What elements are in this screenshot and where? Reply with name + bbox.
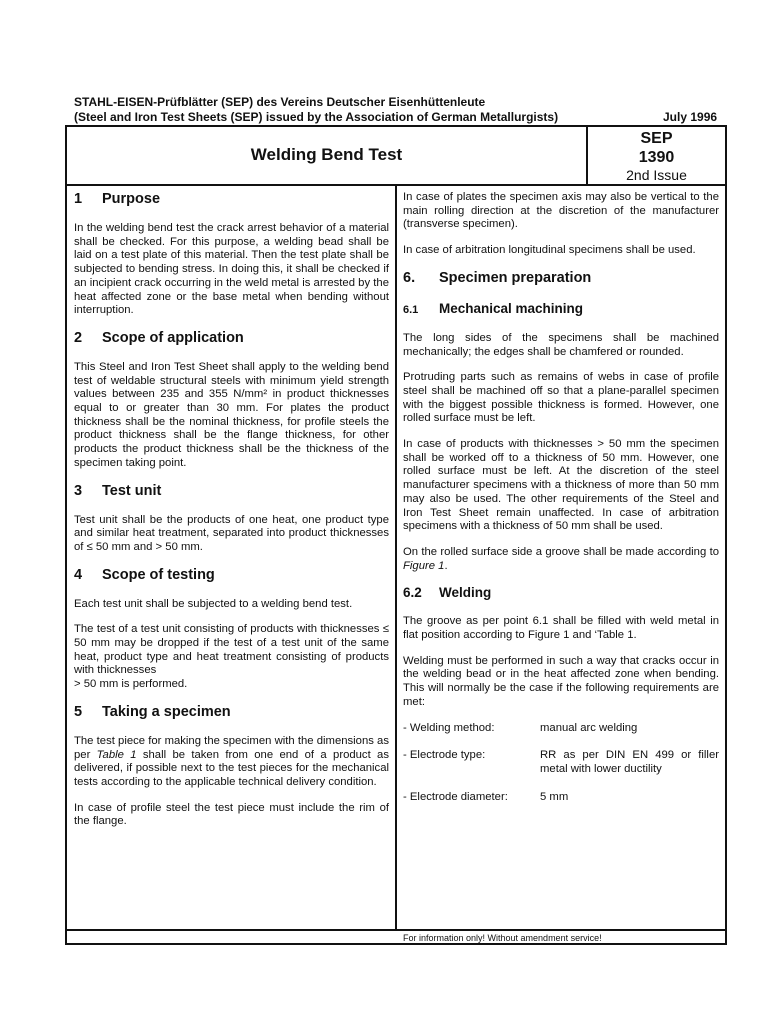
sep-issue: 2nd Issue bbox=[626, 167, 687, 183]
text-line: The test of a test unit consisting of products with thicknesses ≤ 50 mm may be dropped if the test of a test unit of the same heat, product type and heat treatment consisting of products with thicknesses bbox=[74, 623, 389, 677]
section-3-heading bbox=[74, 483, 389, 500]
text: On the rolled surface side a groove shall be made according to bbox=[403, 545, 719, 558]
document-frame bbox=[65, 125, 727, 945]
requirement-label: - Electrode type: bbox=[403, 749, 486, 762]
paragraph: Each test unit shall be subjected to a welding bend test. bbox=[74, 597, 353, 610]
requirement-value: RR as per DIN EN 499 or filler metal with lower ductility bbox=[540, 749, 719, 775]
paragraph bbox=[74, 735, 389, 790]
section-number: 6. bbox=[403, 269, 416, 286]
paragraph bbox=[403, 546, 719, 573]
paragraph bbox=[74, 623, 389, 692]
section-number: 4 bbox=[74, 566, 83, 583]
section-title: Scope of application bbox=[102, 329, 244, 346]
text: The test piece for making the specimen with the dimensions as per bbox=[74, 734, 389, 761]
paragraph: Welding must be performed in such a way that cracks occur in the welding bead or in the heat affected zone when bending. This will normally be the case if the following requirements are met: bbox=[403, 654, 719, 708]
section-6-1-heading bbox=[403, 301, 719, 318]
subsection-number: 6.1 bbox=[403, 303, 419, 316]
paragraph: Protruding parts such as remains of webs in case of profile steel shall be machined off so that a plane-parallel specimen with the biggest possible thickness is formed. However, one rolled surface must be left. bbox=[403, 371, 719, 425]
paragraph: In case of plates the specimen axis may also be vertical to the main rolling direction at the discretion of the manufacturer (transverse specimen). bbox=[403, 191, 719, 231]
section-title: Taking a specimen bbox=[102, 703, 231, 720]
bottom-rule bbox=[67, 929, 725, 931]
section-number: 5 bbox=[74, 703, 83, 720]
section-4-heading bbox=[74, 567, 389, 584]
section-2-heading bbox=[74, 330, 389, 347]
subsection-title: Mechanical machining bbox=[439, 300, 584, 316]
text: shall be taken from one end of a product as delivered, if possible next to the test pieces for the mechanical tests according to the applicable technical delivery condition. bbox=[74, 748, 389, 788]
requirement-value: manual arc welding bbox=[540, 721, 638, 734]
table-reference: Table 1 bbox=[96, 748, 137, 761]
document-title: Welding Bend Test bbox=[250, 145, 403, 164]
paragraph: In the welding bend test the crack arrest behavior of a material shall be checked. For this purpose, a welding bead shall be laid on a test plate of this material. Then the test plate shall be subjected to bending stress. In doing this, it shall be checked if an incipient crack occurring in the weld metal is arrested by the heat affected zone or the base metal when bending without interruption. bbox=[74, 222, 389, 317]
section-5-heading bbox=[74, 704, 389, 721]
sep-box bbox=[588, 127, 725, 184]
paragraph: In case of products with thicknesses > 50 mm the specimen shall be worked off to a thickness of 50 mm. However, one rolled surface must be left. At the discretion of the steel manufacturer specimens with a thickness of more than 50 mm may also be used. The other requirements of the Steel and Iron Test Sheet remain unaffected. In case of arbitration specimens with a thickness of 50 mm shall be used. bbox=[403, 438, 719, 533]
section-1-heading bbox=[74, 191, 389, 208]
subsection-number: 6.2 bbox=[403, 585, 422, 601]
subsection-title: Welding bbox=[439, 585, 492, 601]
title-row bbox=[67, 127, 725, 186]
section-6-heading bbox=[403, 270, 719, 287]
header-date: July 1996 bbox=[663, 110, 718, 124]
figure-reference: Figure 1 bbox=[403, 559, 445, 572]
text-line: > 50 mm is performed. bbox=[74, 678, 188, 691]
requirement-label: - Electrode diameter: bbox=[403, 790, 508, 803]
paragraph: Test unit shall be the products of one heat, one product type and similar heat treatment, separated into product thicknesses of ≤ 50 mm and > 50 mm. bbox=[74, 513, 389, 553]
section-title: Scope of testing bbox=[102, 566, 215, 583]
section-number: 1 bbox=[74, 191, 83, 207]
paragraph: In case of arbitration longitudinal specimens shall be used. bbox=[403, 244, 696, 257]
header-line-1: STAHL-EISEN-Prüfblätter (SEP) des Vereins Deutscher Eisenhüttenleute bbox=[74, 95, 486, 109]
footer-note: For information only! Without amendment service! bbox=[403, 933, 602, 943]
paragraph: The long sides of the specimens shall be machined mechanically; the edges shall be chamfered or rounded. bbox=[403, 331, 719, 358]
paragraph: This Steel and Iron Test Sheet shall apply to the welding bend test of weldable structural steels with minimum yield strength values between 235 and 355 N/mm² in product thicknesses equal to or greater than 30 mm. For plates the product thickness shall be the nominal thickness, for profile steels the product thickness shall be the flange thickness, for other products the product thickness shall be the thickness of the specimen taking point. bbox=[74, 360, 389, 469]
right-column bbox=[403, 191, 719, 818]
requirement-row bbox=[403, 791, 719, 805]
requirement-value: 5 mm bbox=[540, 790, 569, 803]
requirement-row bbox=[403, 722, 719, 736]
section-number: 3 bbox=[74, 482, 83, 499]
section-title: Purpose bbox=[102, 191, 161, 207]
sep-code: SEP bbox=[640, 130, 673, 147]
column-divider bbox=[395, 186, 397, 929]
section-6-2-heading bbox=[403, 585, 719, 601]
section-title: Test unit bbox=[102, 482, 162, 499]
paragraph: The groove as per point 6.1 shall be filled with weld metal in flat position according to Figure 1 and ‘Table 1. bbox=[403, 615, 719, 642]
text: . bbox=[444, 559, 448, 572]
requirement-label: - Welding method: bbox=[403, 721, 495, 734]
left-column bbox=[74, 191, 389, 841]
paragraph: In case of profile steel the test piece must include the rim of the flange. bbox=[74, 801, 389, 828]
header-line-2: (Steel and Iron Test Sheets (SEP) issued by the Association of German Metallurgists) bbox=[74, 110, 559, 124]
section-number: 2 bbox=[74, 329, 83, 346]
section-title: Specimen preparation bbox=[439, 269, 592, 286]
sep-number: 1390 bbox=[638, 149, 675, 166]
requirement-row bbox=[403, 749, 719, 776]
